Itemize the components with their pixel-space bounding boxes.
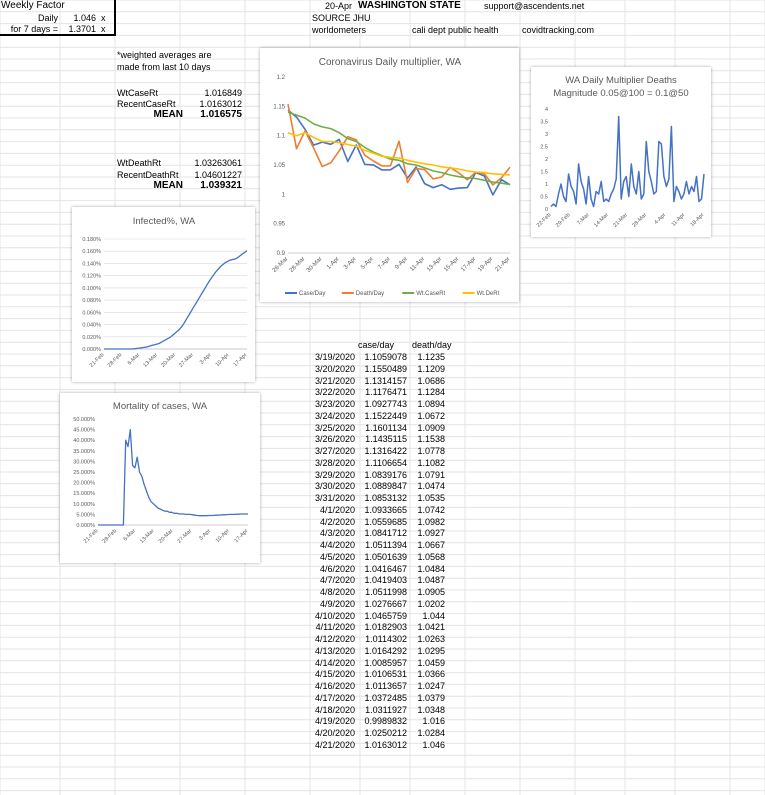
y-tick-label: 0.5 xyxy=(540,194,548,201)
table-case[interactable]: 1.0559685 xyxy=(364,516,407,527)
table-death[interactable]: 1.0487 xyxy=(417,575,445,586)
x-tick-label: 4-Apr xyxy=(653,212,668,226)
table-death[interactable]: 1.1284 xyxy=(417,387,445,398)
table-date[interactable]: 3/24/2020 xyxy=(314,410,355,421)
table-case[interactable]: 1.0889847 xyxy=(364,481,407,492)
y-tick-label: 0.080% xyxy=(82,298,101,305)
source-cali: cali dept public health xyxy=(412,25,499,35)
table-death[interactable]: 1.0247 xyxy=(417,681,445,691)
table-death[interactable]: 1.0742 xyxy=(417,504,445,515)
x-tick-label: 28-Mar xyxy=(631,212,649,229)
table-case[interactable]: 1.1435115 xyxy=(365,434,407,445)
table-death[interactable]: 1.0927 xyxy=(417,528,445,539)
table-death[interactable]: 1.0778 xyxy=(417,446,445,456)
table-death[interactable]: 1.0535 xyxy=(417,493,445,503)
y-tick-label: 25.000% xyxy=(73,470,95,476)
header-state: WASHINGTON STATE xyxy=(358,0,461,11)
table-case[interactable]: 1.0250212 xyxy=(364,728,407,738)
table-date[interactable]: 4/19/2020 xyxy=(314,716,355,727)
table-date[interactable]: 4/15/2020 xyxy=(314,669,355,680)
table-death[interactable]: 1.0568 xyxy=(417,551,445,562)
series-line-wt-dert xyxy=(288,133,510,175)
table-date[interactable]: 3/23/2020 xyxy=(314,399,355,409)
y-tick-label: 3 xyxy=(544,132,548,138)
table-case[interactable]: 1.0182903 xyxy=(364,622,407,633)
table-date[interactable]: 4/8/2020 xyxy=(319,587,355,597)
table-death[interactable]: 1.0284 xyxy=(417,728,445,738)
y-tick-label: 0.000% xyxy=(76,523,95,529)
x-tick-label: 28-Mar xyxy=(288,256,307,274)
table-date[interactable]: 4/3/2020 xyxy=(319,528,355,539)
table-date[interactable]: 4/12/2020 xyxy=(314,634,355,644)
table-date[interactable]: 4/5/2020 xyxy=(319,551,355,562)
x-tick-label: 28-Feb xyxy=(106,352,124,369)
table-death[interactable]: 1.0348 xyxy=(417,704,445,715)
table-case[interactable]: 1.0465759 xyxy=(364,610,407,621)
table-case[interactable]: 1.0163012 xyxy=(364,739,407,750)
y-tick-label: 0.180% xyxy=(82,237,101,243)
note-line-1: *weighted averages are xyxy=(117,50,212,60)
y-tick-label: 30.000% xyxy=(73,459,95,466)
wtdeath-label: WtDeathRt xyxy=(117,158,162,168)
recentcase-value[interactable]: 1.0163012 xyxy=(199,99,242,109)
table-death[interactable]: 1.0379 xyxy=(417,692,445,703)
chart-title: WA Daily Multiplier Deaths xyxy=(565,75,677,86)
table-case[interactable]: 1.1601134 xyxy=(365,422,407,433)
daily-unit: x xyxy=(101,13,106,23)
table-death[interactable]: 1.0905 xyxy=(417,587,445,597)
y-tick-label: 0.9 xyxy=(276,251,285,257)
table-death[interactable]: 1.0459 xyxy=(417,657,445,668)
table-case[interactable]: 1.0841712 xyxy=(364,528,407,539)
week-value[interactable]: 1.3701 xyxy=(68,24,96,34)
table-death[interactable]: 1.0263 xyxy=(417,634,445,644)
weekly-factor-title: Weekly Factor xyxy=(1,0,65,11)
y-tick-label: 0.120% xyxy=(82,273,101,280)
source-covidtracking: covidtracking.com xyxy=(522,25,595,35)
x-tick-label: 19-Apr xyxy=(477,256,495,274)
x-tick-label: 10-Apr xyxy=(214,528,231,545)
y-tick-label: 0.040% xyxy=(82,322,101,329)
table-date[interactable]: 4/16/2020 xyxy=(314,681,355,691)
x-tick-label: 17-Apr xyxy=(460,256,478,274)
y-tick-label: 1 xyxy=(544,182,548,188)
series-line-0 xyxy=(551,117,704,207)
x-tick-label: 28-Feb xyxy=(101,528,119,545)
y-tick-label: 5.000% xyxy=(76,512,95,519)
x-tick-label: 6-Mar xyxy=(122,528,137,543)
table-death[interactable]: 1.0295 xyxy=(417,645,445,656)
mean-death-value[interactable]: 1.039321 xyxy=(200,180,242,191)
y-tick-label: 15.000% xyxy=(73,491,95,498)
recentdeath-label: RecentDeathRt xyxy=(117,170,179,180)
table-date[interactable]: 4/18/2020 xyxy=(314,704,355,715)
table-case[interactable]: 1.1522449 xyxy=(364,410,407,421)
x-tick-label: 18-Apr xyxy=(689,212,706,229)
table-header-death: death/day xyxy=(412,340,452,350)
y-tick-label: 1.1 xyxy=(276,133,285,140)
y-tick-label: 3.5 xyxy=(540,119,548,126)
table-case[interactable]: 1.0106531 xyxy=(364,669,407,680)
y-tick-label: 0 xyxy=(544,207,548,213)
x-tick-label: 11-Apr xyxy=(670,212,687,228)
x-tick-label: 21-Mar xyxy=(612,212,629,229)
table-date[interactable]: 4/13/2020 xyxy=(314,645,355,656)
x-tick-label: 1-Apr xyxy=(326,256,341,271)
series-line-0 xyxy=(104,251,247,349)
table-date[interactable]: 3/28/2020 xyxy=(314,457,355,468)
table-death[interactable]: 1.0667 xyxy=(417,540,445,550)
table-date[interactable]: 4/1/2020 xyxy=(319,504,355,515)
legend-label: Death/Day xyxy=(355,291,385,297)
table-date[interactable]: 3/20/2020 xyxy=(314,363,355,374)
x-tick-label: 7-Apr xyxy=(377,256,392,271)
table-death[interactable]: 1.0484 xyxy=(417,563,445,574)
y-tick-label: 2 xyxy=(544,157,548,163)
x-tick-label: 5-Apr xyxy=(360,256,375,271)
table-death[interactable]: 1.0366 xyxy=(417,669,445,680)
table-case[interactable]: 1.1106654 xyxy=(365,457,407,468)
table-death[interactable]: 1.1235 xyxy=(417,352,445,362)
table-death[interactable]: 1.0982 xyxy=(417,516,445,527)
recentcase-label: RecentCaseRt xyxy=(117,99,176,109)
x-tick-label: 13-Mar xyxy=(139,528,156,545)
table-date[interactable]: 3/31/2020 xyxy=(314,493,355,503)
x-tick-label: 7-Mar xyxy=(576,212,591,227)
x-tick-label: 30-Mar xyxy=(305,256,324,274)
y-tick-label: 20.000% xyxy=(73,480,95,487)
table-date[interactable]: 4/7/2020 xyxy=(319,575,355,586)
x-tick-label: 21-Feb xyxy=(82,528,100,545)
table-date[interactable]: 4/20/2020 xyxy=(314,728,355,738)
table-death[interactable]: 1.046 xyxy=(422,739,445,750)
y-tick-label: 45.000% xyxy=(73,427,95,434)
y-tick-label: 40.000% xyxy=(73,438,95,445)
x-tick-label: 20-Mar xyxy=(157,528,175,545)
y-tick-label: 50.000% xyxy=(73,417,95,423)
x-tick-label: 13-Mar xyxy=(142,352,160,369)
x-tick-label: 20-Mar xyxy=(160,352,177,369)
table-date[interactable]: 4/17/2020 xyxy=(314,692,355,703)
x-tick-label: 15-Apr xyxy=(443,256,461,274)
chart-title: Mortality of cases, WA xyxy=(112,401,208,412)
y-tick-label: 1.2 xyxy=(276,75,285,81)
table-case[interactable]: 1.0114302 xyxy=(365,634,407,644)
x-tick-label: 3-Apr xyxy=(343,256,358,271)
table-header-case: case/day xyxy=(358,340,395,350)
table-date[interactable]: 4/10/2020 xyxy=(314,610,355,621)
table-case[interactable]: 1.0416467 xyxy=(364,563,407,574)
table-case[interactable]: 1.0419403 xyxy=(364,575,407,586)
header-email[interactable]: support@ascendents.net xyxy=(484,1,585,11)
chart-subtitle: Magnitude 0.05@100 = 0.1@50 xyxy=(553,88,689,99)
y-tick-label: 0.020% xyxy=(82,334,101,341)
wtdeath-value[interactable]: 1.03263061 xyxy=(194,158,242,168)
table-date[interactable]: 3/22/2020 xyxy=(314,387,355,398)
recentdeath-value[interactable]: 1.04601227 xyxy=(194,170,242,180)
table-death[interactable]: 1.0474 xyxy=(417,481,445,492)
table-date[interactable]: 3/25/2020 xyxy=(314,422,355,433)
x-tick-label: 27-Mar xyxy=(176,528,194,545)
x-tick-label: 10-Apr xyxy=(214,352,231,369)
legend-label: Wt.CaseRt xyxy=(416,291,446,297)
table-case[interactable]: 1.0276667 xyxy=(364,598,407,609)
y-tick-label: 1.5 xyxy=(540,169,548,176)
y-tick-label: 0.95 xyxy=(273,221,285,228)
table-death[interactable]: 1.1209 xyxy=(417,363,445,374)
table-case[interactable]: 1.0927743 xyxy=(364,399,407,409)
wtcase-value[interactable]: 1.016849 xyxy=(204,88,242,98)
y-tick-label: 1.05 xyxy=(273,163,285,169)
table-case[interactable]: 0.9989832 xyxy=(364,716,407,727)
table-case[interactable]: 1.1316422 xyxy=(364,446,407,456)
x-tick-label: 11-Apr xyxy=(409,256,427,273)
table-case[interactable]: 1.0933665 xyxy=(364,504,407,515)
x-tick-label: 3-Apr xyxy=(198,352,213,366)
y-tick-label: 0.160% xyxy=(82,249,101,256)
y-tick-label: 0.140% xyxy=(82,261,101,268)
table-case[interactable]: 1.0511394 xyxy=(365,540,407,550)
wtcase-label: WtCaseRt xyxy=(117,88,159,98)
table-date[interactable]: 4/6/2020 xyxy=(319,563,355,574)
header-date: 20-Apr xyxy=(324,1,352,11)
x-tick-label: 21-Apr xyxy=(494,256,512,274)
chart-title: Infected%, WA xyxy=(132,216,196,227)
table-death[interactable]: 1.1538 xyxy=(417,434,445,445)
y-tick-label: 35.000% xyxy=(73,448,95,455)
table-case[interactable]: 1.0853132 xyxy=(364,493,407,503)
infected-chart[interactable] xyxy=(72,207,255,382)
mortality-chart[interactable] xyxy=(60,393,260,563)
table-date[interactable]: 3/30/2020 xyxy=(314,481,355,492)
week-label: for 7 days = xyxy=(10,24,58,34)
x-tick-label: 29-Feb xyxy=(554,212,572,229)
mean-case-value[interactable]: 1.016575 xyxy=(200,109,242,120)
y-tick-label: 10.000% xyxy=(73,501,95,508)
table-death[interactable]: 1.1082 xyxy=(417,457,445,468)
table-date[interactable]: 4/11/2020 xyxy=(315,622,355,633)
x-tick-label: 22-Feb xyxy=(535,212,553,229)
table-case[interactable]: 1.0511998 xyxy=(365,587,407,597)
table-date[interactable]: 3/26/2020 xyxy=(314,434,355,445)
table-date[interactable]: 3/19/2020 xyxy=(314,352,355,362)
x-tick-label: 27-Mar xyxy=(178,352,195,369)
x-tick-label: 26-Mar xyxy=(271,256,290,274)
x-tick-label: 13-Apr xyxy=(426,256,444,274)
x-tick-label: 9-Apr xyxy=(394,256,409,271)
table-case[interactable]: 1.0113657 xyxy=(365,681,407,691)
table-date[interactable]: 4/14/2020 xyxy=(314,657,355,668)
table-death[interactable]: 1.0909 xyxy=(417,422,445,433)
table-case[interactable]: 1.0501639 xyxy=(364,551,407,562)
table-death[interactable]: 1.0202 xyxy=(417,598,445,609)
table-case[interactable]: 1.0085957 xyxy=(364,657,407,668)
x-tick-label: 17-Apr xyxy=(232,352,249,369)
multiplier-chart[interactable] xyxy=(260,48,519,302)
legend-label: Case/Day xyxy=(299,291,326,297)
table-death[interactable]: 1.0791 xyxy=(417,469,445,480)
mean-death-label: MEAN xyxy=(153,180,183,191)
week-unit: x xyxy=(101,24,106,34)
table-date[interactable]: 4/4/2020 xyxy=(319,540,355,550)
y-tick-label: 2.5 xyxy=(540,144,548,151)
x-tick-label: 6-Mar xyxy=(126,352,142,367)
table-case[interactable]: 1.0164292 xyxy=(364,645,407,656)
table-date[interactable]: 3/29/2020 xyxy=(314,469,355,480)
table-case[interactable]: 1.0372485 xyxy=(364,692,407,703)
x-tick-label: 14-Mar xyxy=(593,212,610,229)
x-tick-label: 17-Apr xyxy=(233,528,250,545)
table-date[interactable]: 4/9/2020 xyxy=(319,598,355,609)
table-case[interactable]: 1.1059078 xyxy=(364,352,407,362)
daily-value[interactable]: 1.046 xyxy=(73,13,96,23)
daily-label: Daily xyxy=(37,13,58,23)
table-date[interactable]: 4/2/2020 xyxy=(319,516,355,527)
y-tick-label: 1.15 xyxy=(273,104,285,111)
table-death[interactable]: 1.0894 xyxy=(417,399,445,409)
table-case[interactable]: 1.1314157 xyxy=(364,375,407,386)
table-death[interactable]: 1.0421 xyxy=(417,622,445,633)
y-tick-label: 0.060% xyxy=(82,310,101,317)
y-tick-label: 0.000% xyxy=(82,347,101,353)
table-death[interactable]: 1.0672 xyxy=(417,410,445,421)
table-date[interactable]: 3/27/2020 xyxy=(314,446,355,456)
note-line-2: made from last 10 days xyxy=(117,62,211,72)
y-tick-label: 1 xyxy=(281,192,285,199)
table-death[interactable]: 1.0686 xyxy=(417,375,445,386)
table-case[interactable]: 1.1550489 xyxy=(364,363,407,374)
y-tick-label: 4 xyxy=(544,107,548,113)
source-worldometers: worldometers xyxy=(312,25,367,35)
mean-case-label: MEAN xyxy=(153,109,183,120)
deaths-chart[interactable] xyxy=(531,67,711,237)
y-tick-label: 0.100% xyxy=(82,285,101,292)
series-line-0 xyxy=(98,430,248,525)
table-death[interactable]: 1.016 xyxy=(422,716,445,727)
chart-title: Coronavirus Daily multiplier, WA xyxy=(318,57,462,68)
table-date[interactable]: 3/21/2020 xyxy=(314,375,355,386)
table-case[interactable]: 1.1176471 xyxy=(365,387,407,398)
source-label: SOURCE JHU xyxy=(312,13,371,23)
series-line-case-day xyxy=(288,110,510,195)
x-tick-label: 3-Apr xyxy=(198,528,212,542)
table-case[interactable]: 1.0311927 xyxy=(365,704,407,715)
x-tick-label: 21-Feb xyxy=(88,352,106,369)
table-case[interactable]: 1.0839176 xyxy=(364,469,407,480)
table-date[interactable]: 4/21/2020 xyxy=(314,739,355,750)
table-death[interactable]: 1.044 xyxy=(422,610,445,621)
legend-label: Wt.DeRt xyxy=(476,291,500,297)
